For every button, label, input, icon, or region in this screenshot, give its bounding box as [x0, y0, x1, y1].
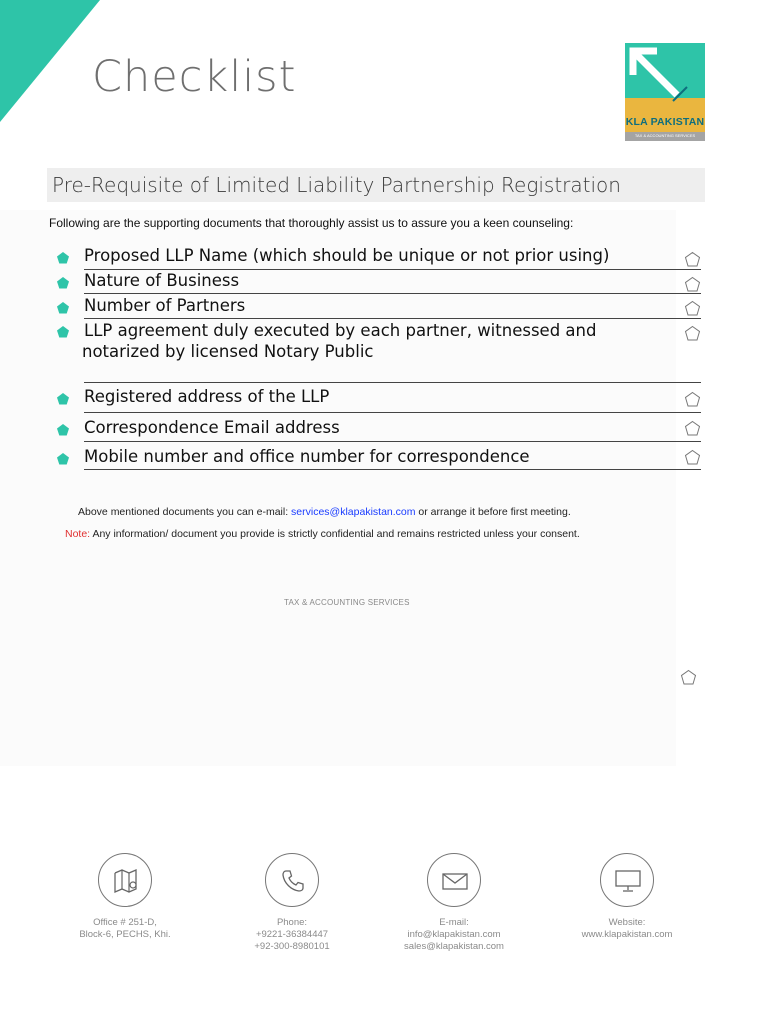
teal-pentagon-bullet-icon: [56, 423, 70, 437]
page-title: Checklist: [92, 52, 297, 102]
checklist-item-label: Mobile number and office number for correspondence: [84, 447, 530, 466]
teal-pentagon-bullet-icon: [56, 276, 70, 290]
envelope-icon: [441, 867, 469, 895]
logo-tagline: TAX & ACCOUNTING SERVICES: [634, 133, 696, 138]
checkbox-pentagon-icon[interactable]: [684, 420, 701, 437]
confidentiality-note: [65, 528, 580, 540]
website-icon-circle: [600, 853, 654, 907]
checklist-item: [56, 388, 701, 414]
page-subtitle: Pre-Requisite of Limited Liability Partnership Registration: [52, 173, 621, 197]
map-pin-icon: [112, 867, 140, 895]
phone-icon: [279, 867, 307, 895]
item-underline: [84, 318, 701, 319]
teal-pentagon-bullet-icon: [56, 325, 70, 339]
footer-phone: [212, 853, 372, 953]
phone-number-2[interactable]: +92-300-8980101: [254, 941, 330, 952]
checklist-item-label-continued: notarized by licensed Notary Public: [82, 342, 374, 361]
checklist-item: [56, 448, 701, 472]
email-icon-circle: [427, 853, 481, 907]
checklist-item-label: Nature of Business: [84, 271, 240, 290]
checkbox-pentagon-icon[interactable]: [680, 669, 697, 686]
email-instruction-prefix: Above mentioned documents you can e-mail:: [78, 506, 292, 518]
item-underline: [84, 441, 701, 442]
checkbox-pentagon-icon[interactable]: [684, 276, 701, 293]
checklist-item-label: Proposed LLP Name (which should be unique or not prior using): [84, 246, 610, 265]
teal-pentagon-bullet-icon: [56, 452, 70, 466]
item-underline: [84, 382, 701, 383]
logo-arrow-icon: [625, 43, 705, 113]
office-icon-circle: [98, 853, 152, 907]
office-address: [45, 917, 205, 941]
checklist-item-label: LLP agreement duly executed by each partner, witnessed and: [84, 321, 597, 340]
monitor-icon: [614, 867, 642, 895]
item-underline: [84, 469, 701, 470]
logo-name: KLA PAKISTAN: [625, 116, 705, 128]
footer-website: [547, 853, 707, 941]
item-underline: [84, 412, 701, 413]
teal-pentagon-bullet-icon: [56, 392, 70, 406]
checklist-item-label: Correspondence Email address: [84, 418, 340, 437]
checklist-item: [56, 297, 701, 321]
checklist-item: [56, 247, 701, 271]
note-label: Note:: [65, 528, 91, 540]
services-caption: TAX & ACCOUNTING SERVICES: [284, 598, 410, 607]
website-details: [547, 917, 707, 941]
email-label: E-mail:: [439, 917, 469, 928]
checkbox-pentagon-icon[interactable]: [684, 391, 701, 408]
phone-label: Phone:: [276, 917, 308, 928]
checklist-item-label: Registered address of the LLP: [84, 387, 330, 406]
office-line1: Office # 251-D,: [93, 917, 157, 928]
item-underline: [84, 293, 701, 294]
phone-details: [212, 917, 372, 953]
services-email-link[interactable]: services@klapakistan.com: [291, 506, 416, 518]
teal-pentagon-bullet-icon: [56, 251, 70, 265]
checkbox-pentagon-icon[interactable]: [684, 325, 701, 342]
checkbox-pentagon-icon[interactable]: [684, 449, 701, 466]
website-label: Website:: [608, 917, 646, 928]
footer-email: [374, 853, 534, 953]
phone-icon-circle: [265, 853, 319, 907]
checklist-item: [56, 322, 701, 384]
kla-pakistan-logo: [625, 43, 705, 141]
note-text: Any information/ document you provide is strictly confidential and remains restricted unless your consent.: [90, 528, 580, 540]
checkbox-pentagon-icon[interactable]: [684, 300, 701, 317]
footer-office: [45, 853, 205, 941]
info-email[interactable]: info@klapakistan.com: [407, 929, 501, 940]
teal-pentagon-bullet-icon: [56, 301, 70, 315]
checkbox-pentagon-icon[interactable]: [684, 251, 701, 268]
website-url[interactable]: www.klapakistan.com: [581, 929, 673, 940]
checklist-item: [56, 419, 701, 443]
email-instruction: [78, 506, 571, 518]
email-details: [374, 917, 534, 953]
corner-accent-triangle: [0, 0, 100, 122]
checklist-item-label: Number of Partners: [84, 296, 246, 315]
phone-number-1[interactable]: +9221-36384447: [255, 929, 329, 940]
office-line2: Block-6, PECHS, Khi.: [79, 929, 171, 940]
checklist-item: [56, 272, 701, 296]
intro-text: Following are the supporting documents that thoroughly assist us to assure you a keen counseling:: [49, 216, 574, 230]
email-instruction-suffix: or arrange it before first meeting.: [415, 506, 571, 518]
sales-email[interactable]: sales@klapakistan.com: [404, 941, 504, 952]
